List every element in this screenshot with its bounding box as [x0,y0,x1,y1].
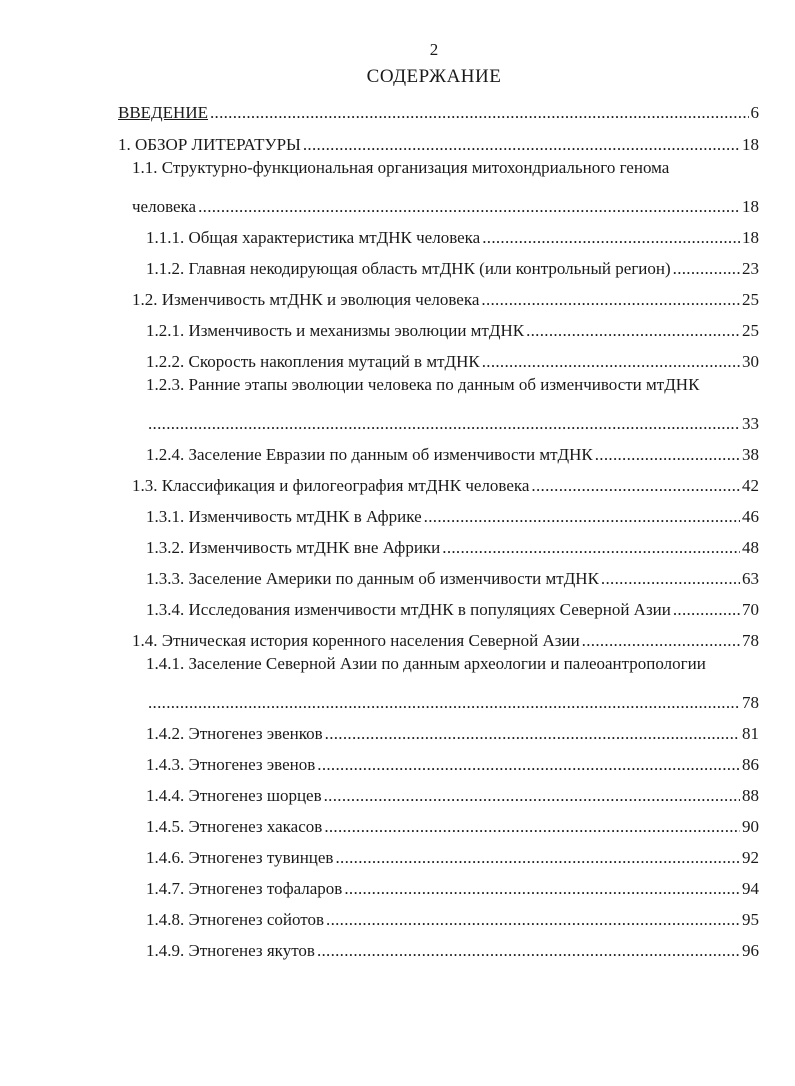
dot-leader [424,506,740,528]
toc-entry-text: 1.1.1. Общая характеристика мтДНК человека [146,228,481,247]
dot-leader [344,878,740,900]
toc-entry-1-4-2[interactable] [146,715,759,745]
toc-entry-text: 1.4.6. Этногенез тувинцев [146,848,334,867]
toc-entry-page: 48 [742,538,759,557]
toc-entry-page: 92 [742,848,759,867]
toc-entry-text: 1.2.4. Заселение Евразии по данным об изменчивости мтДНК [146,445,593,464]
toc-entry-1-1-2[interactable] [146,250,759,280]
toc-entry-page: 18 [742,228,759,247]
toc-entry-1-2-3-line1[interactable] [146,374,759,404]
toc-entry-1-2[interactable] [132,281,759,311]
toc-entry-page: 25 [742,290,759,309]
dot-leader [442,537,740,559]
toc-entry-text: 1.4.2. Этногенез эвенков [146,724,323,743]
toc-entry-1-4-7[interactable] [146,870,759,900]
page-number: 2 [429,40,439,59]
dot-leader [335,847,740,869]
toc-entry-text: 1.4.9. Этногенез якутов [146,941,315,960]
toc-entry-text: 1.4.1. Заселение Северной Азии по данным археологии и палеоантропологии [146,654,706,673]
toc-entry-1-3-4[interactable] [146,591,759,621]
toc-entry-page: 25 [742,321,759,340]
toc-entry-text: 1.4.3. Этногенез эвенов [146,755,316,774]
toc-entry-1-3-1[interactable] [146,498,759,528]
dot-leader [531,475,740,497]
toc-entry-text: 1.4.4. Этногенез шорцев [146,786,322,805]
toc-entry-1-4-6[interactable] [146,839,759,869]
dot-leader [148,413,740,435]
dot-leader [317,940,740,962]
toc-entry-text: 1.2.2. Скорость накопления мутаций в мтДНК [146,352,480,371]
toc-entry-page: 78 [742,693,759,712]
dot-leader [324,816,740,838]
dot-leader [526,320,740,342]
toc-entry-1-4[interactable] [132,622,759,652]
toc-entry-1-2-3[interactable] [146,405,759,435]
dot-leader [481,289,740,311]
dot-leader [482,227,740,249]
toc-entry-text: 1.3.1. Изменчивость мтДНК в Африке [146,507,422,526]
toc-entry-text: 1.4.5. Этногенез хакасов [146,817,323,836]
toc-entry-1-3[interactable] [132,467,759,497]
toc-entry-1-1-1[interactable] [146,219,759,249]
toc-entry-text: 1.3.3. Заселение Америки по данным об изменчивости мтДНК [146,569,599,588]
toc-entry-1-4-3[interactable] [146,746,759,776]
toc-entry-page: 70 [742,600,759,619]
toc-entry-text: 1.2.1. Изменчивость и механизмы эволюции мтДНК [146,321,525,340]
toc-entry-1-3-2[interactable] [146,529,759,559]
toc-entry-text: 1.3.2. Изменчивость мтДНК вне Африки [146,538,441,557]
toc-entry-page: 86 [742,755,759,774]
toc-entry-1-2-2[interactable] [146,343,759,373]
dot-leader [582,630,740,652]
toc-entry-text: 1. ОБЗОР ЛИТЕРАТУРЫ [118,135,301,154]
toc-entry-page: 63 [742,569,759,588]
dot-leader [482,351,740,373]
toc-entry-text: 1.4. Этническая история коренного населения Северной Азии [132,631,580,650]
toc-entry-page: 18 [742,135,759,154]
toc-entry-page: 38 [742,445,759,464]
dot-leader [673,599,740,621]
toc-entry-text: 1.2. Изменчивость мтДНК и эволюция человека [132,290,480,309]
toc-entry-1-4-8[interactable] [146,901,759,931]
toc-entry-page: 18 [742,197,759,216]
page-title: СОДЕРЖАНИЕ [366,66,502,87]
dot-leader [317,754,740,776]
toc-entry-page: 6 [750,103,759,122]
dot-leader [324,785,740,807]
toc-entry-text: 1.3.4. Исследования изменчивости мтДНК в популяциях Северной Азии [146,600,671,619]
toc-entry-1-4-1-line1[interactable] [146,653,759,683]
dot-leader [325,723,740,745]
dot-leader [303,134,740,156]
toc-entry-page: 42 [742,476,759,495]
toc-entry-1-4-1[interactable] [146,684,759,714]
dot-leader [595,444,740,466]
toc-entry-page: 96 [742,941,759,960]
toc-entry-1-4-4[interactable] [146,777,759,807]
toc-entry-introduction[interactable] [118,94,759,124]
toc-entry-text: 1.1.2. Главная некодирующая область мтДНК (или контрольный регион) [146,259,671,278]
toc-entry-page: 90 [742,817,759,836]
toc-entry-page: 78 [742,631,759,650]
toc-entry-1[interactable] [118,126,759,156]
toc-entry-text: 1.3. Классификация и филогеография мтДНК человека [132,476,530,495]
toc-entry-1-4-9[interactable] [146,932,759,962]
toc-entry-page: 94 [742,879,759,898]
toc-entry-text: человека [132,197,197,216]
toc-entry-text: 1.1. Структурно-функциональная организация митохондриального генома [132,158,670,177]
toc-entry-page: 88 [742,786,759,805]
toc-entry-page: 30 [742,352,759,371]
toc-entry-1-1[interactable] [132,188,759,218]
toc-entry-page: 23 [742,259,759,278]
toc-entry-page: 95 [742,910,759,929]
toc-entry-text: 1.4.8. Этногенез сойотов [146,910,325,929]
toc-entry-1-3-3[interactable] [146,560,759,590]
toc-entry-1-1-line1[interactable] [132,157,759,187]
toc-entry-page: 33 [742,414,759,433]
toc-entry-1-4-5[interactable] [146,808,759,838]
dot-leader [601,568,740,590]
toc-entry-text: 1.4.7. Этногенез тофаларов [146,879,343,898]
toc-entry-page: 46 [742,507,759,526]
dot-leader [673,258,740,280]
dot-leader [148,692,740,714]
toc-entry-1-2-1[interactable] [146,312,759,342]
dot-leader [326,909,740,931]
toc-entry-page: 81 [742,724,759,743]
dot-leader [210,102,749,124]
toc-entry-1-2-4[interactable] [146,436,759,466]
toc-entry-text: 1.2.3. Ранние этапы эволюции человека по данным об изменчивости мтДНК [146,375,700,394]
toc-entry-text: ВВЕДЕНИЕ [118,103,208,122]
dot-leader [198,196,740,218]
